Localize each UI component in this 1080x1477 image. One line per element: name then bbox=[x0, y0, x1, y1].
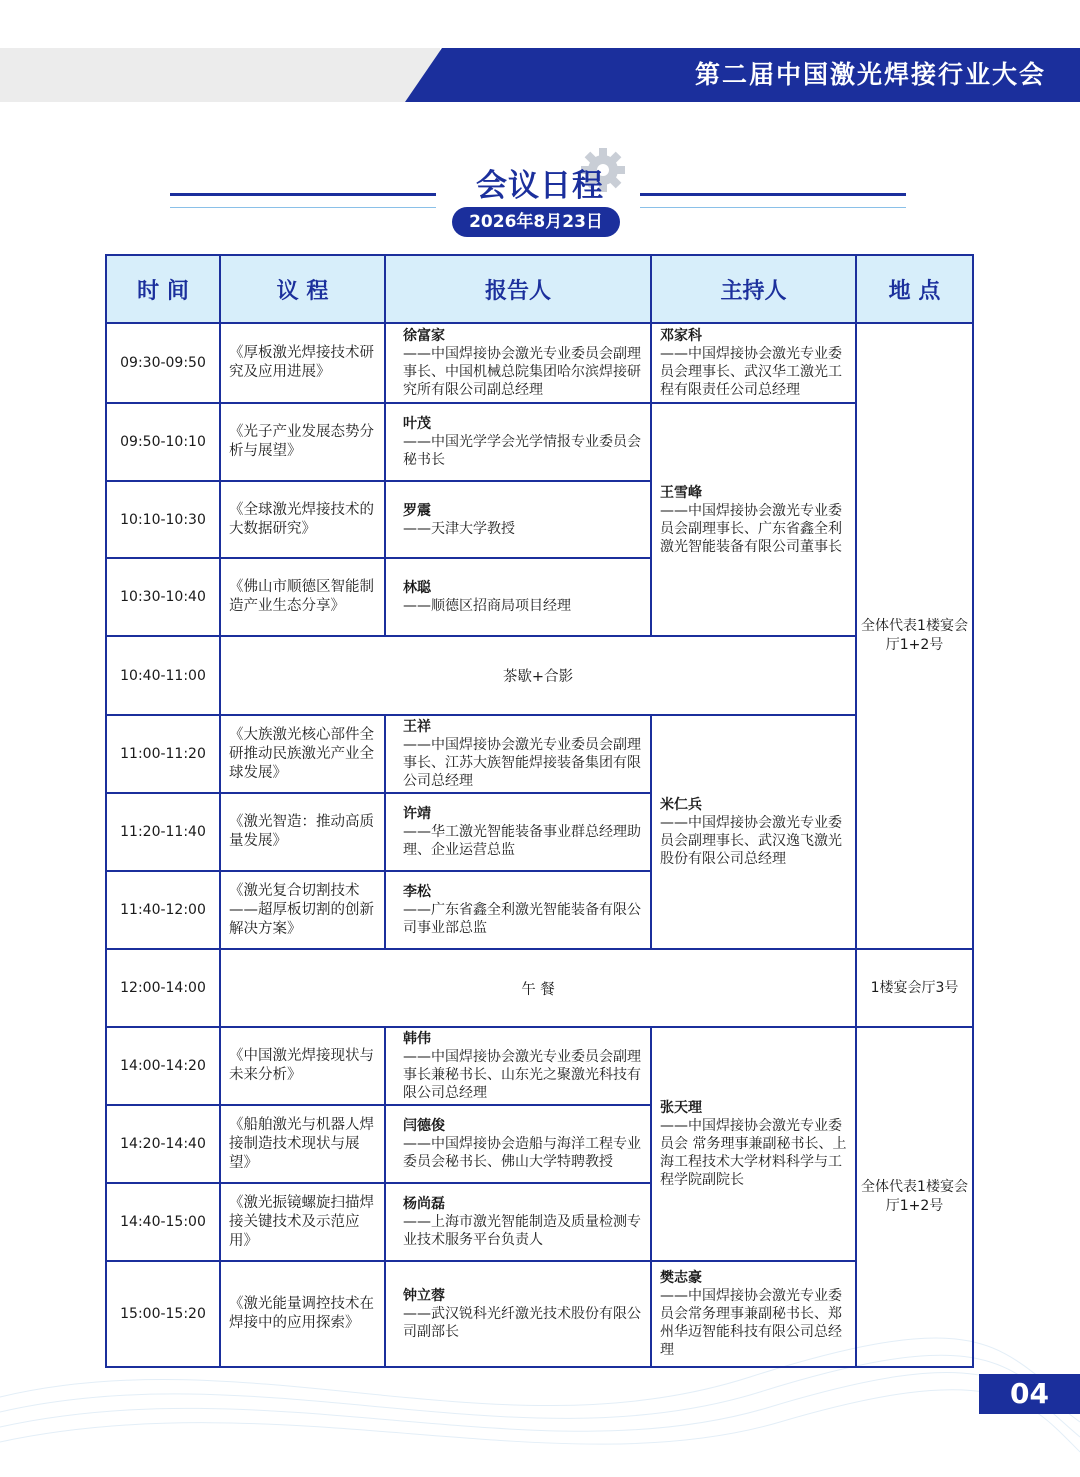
speaker-role: ——天津大学教授 bbox=[403, 520, 515, 537]
host-role: ——中国焊接协会激光专业委员会副理事长、广东省鑫全利激光智能装备有限公司董事长 bbox=[660, 502, 842, 555]
host-role: ——中国焊接协会激光专业委员会 常务理事兼副秘书长、上海工程技术大学材料科学与工程学院副院长 bbox=[660, 1118, 847, 1188]
table-header-row bbox=[106, 255, 973, 323]
schedule-title: 会议日程 bbox=[476, 168, 604, 204]
speaker-name: 林聪 bbox=[403, 580, 431, 596]
title-divider-right bbox=[640, 193, 906, 196]
venue-cell: 全体代表1楼宴会厅1+2号 bbox=[856, 1027, 973, 1367]
time-cell: 10:10-10:30 bbox=[106, 481, 220, 558]
column-header-venue: 地 点 bbox=[856, 255, 973, 323]
speaker-name: 王祥 bbox=[403, 719, 431, 735]
speaker-role: ——中国焊接协会激光专业委员会副理事长、江苏大族智能焊接装备集团有限公司总经理 bbox=[403, 737, 641, 789]
host-name: 张天理 bbox=[660, 1100, 702, 1116]
host-role: ——中国焊接协会激光专业委员会常务理事兼副秘书长、郑州华迈智能科技有限公司总经理 bbox=[660, 1288, 842, 1358]
title-divider-right-thin bbox=[640, 207, 906, 208]
time-cell: 11:00-11:20 bbox=[106, 715, 220, 793]
host-cell bbox=[651, 403, 856, 636]
speaker-role: ——中国焊接协会激光专业委员会副理事长兼秘书长、山东光之聚激光科技有限公司总经理 bbox=[403, 1049, 641, 1101]
speaker-role: ——华工激光智能装备事业群总经理助理、企业运营总监 bbox=[403, 824, 641, 858]
speaker-role: ——中国焊接协会造船与海洋工程专业委员会秘书长、佛山大学特聘教授 bbox=[403, 1136, 641, 1170]
host-role: ——中国焊接协会激光专业委员会理事长、武汉华工激光工程有限责任公司总经理 bbox=[660, 346, 842, 398]
topic-cell: 《激光智造：推动高质量发展》 bbox=[220, 793, 385, 871]
speaker-name: 徐富家 bbox=[403, 328, 445, 344]
table-row bbox=[106, 949, 973, 1027]
speaker-name: 罗震 bbox=[403, 502, 431, 519]
host-cell bbox=[651, 715, 856, 949]
speaker-role: ——武汉锐科光纤激光技术股份有限公司副部长 bbox=[403, 1306, 641, 1340]
host-cell bbox=[651, 323, 856, 403]
table-row bbox=[106, 403, 973, 481]
time-cell: 09:50-10:10 bbox=[106, 403, 220, 481]
speaker-cell bbox=[385, 1183, 651, 1261]
title-divider-left bbox=[170, 193, 436, 196]
speaker-cell bbox=[385, 481, 651, 558]
table-row bbox=[106, 1027, 973, 1105]
time-cell: 12:00-14:00 bbox=[106, 949, 220, 1027]
title-divider-left-thin bbox=[170, 207, 436, 208]
speaker-name: 杨尚磊 bbox=[403, 1196, 445, 1212]
speaker-cell bbox=[385, 1027, 651, 1105]
table-row bbox=[106, 636, 973, 715]
column-header-speaker: 报告人 bbox=[385, 255, 651, 323]
speaker-cell bbox=[385, 323, 651, 403]
column-header-time: 时 间 bbox=[106, 255, 220, 323]
speaker-role: ——广东省鑫全利激光智能装备有限公司事业部总监 bbox=[403, 902, 641, 936]
speaker-name: 钟立蓉 bbox=[403, 1288, 445, 1304]
speaker-role: ——上海市激光智能制造及质量检测专业技术服务平台负责人 bbox=[403, 1214, 641, 1248]
schedule-table bbox=[105, 254, 974, 1368]
schedule-date: 2026年8月23日 bbox=[452, 207, 620, 237]
speaker-role: ——顺德区招商局项目经理 bbox=[403, 598, 571, 614]
table-row bbox=[106, 1261, 973, 1367]
topic-cell: 《中国激光焊接现状与未来分析》 bbox=[220, 1027, 385, 1105]
event-title: 第二届中国激光焊接行业大会 bbox=[694, 60, 1046, 89]
column-header-host: 主持人 bbox=[651, 255, 856, 323]
topic-cell: 《激光振镜螺旋扫描焊接关键技术及示范应用》 bbox=[220, 1183, 385, 1261]
break-cell: 茶歇+合影 bbox=[220, 636, 856, 715]
time-cell: 10:30-10:40 bbox=[106, 558, 220, 636]
time-cell: 09:30-09:50 bbox=[106, 323, 220, 403]
host-cell bbox=[651, 1261, 856, 1367]
page-number: 04 bbox=[979, 1374, 1080, 1414]
speaker-cell bbox=[385, 1105, 651, 1183]
speaker-name: 叶茂 bbox=[403, 416, 431, 432]
host-name: 樊志豪 bbox=[660, 1270, 702, 1286]
speaker-role: ——中国焊接协会激光专业委员会副理事长、中国机械总院集团哈尔滨焊接研究所有限公司副总经理 bbox=[403, 346, 641, 398]
topic-cell: 《船舶激光与机器人焊接制造技术现状与展望》 bbox=[220, 1105, 385, 1183]
topic-cell: 《光子产业发展态势分析与展望》 bbox=[220, 403, 385, 481]
host-name: 王雪峰 bbox=[660, 484, 702, 501]
host-name: 邓家科 bbox=[660, 328, 702, 344]
speaker-cell bbox=[385, 403, 651, 481]
speaker-cell bbox=[385, 558, 651, 636]
time-cell: 14:00-14:20 bbox=[106, 1027, 220, 1105]
time-cell: 11:40-12:00 bbox=[106, 871, 220, 949]
speaker-name: 韩伟 bbox=[403, 1031, 431, 1047]
topic-cell: 《激光复合切割技术——超厚板切割的创新解决方案》 bbox=[220, 871, 385, 949]
host-cell bbox=[651, 1027, 856, 1261]
time-cell: 14:20-14:40 bbox=[106, 1105, 220, 1183]
table-row bbox=[106, 323, 973, 403]
speaker-cell bbox=[385, 793, 651, 871]
topic-cell: 《佛山市顺德区智能制造产业生态分享》 bbox=[220, 558, 385, 636]
venue-cell: 全体代表1楼宴会厅1+2号 bbox=[856, 323, 973, 949]
topic-cell: 《厚板激光焊接技术研究及应用进展》 bbox=[220, 323, 385, 403]
break-cell: 午 餐 bbox=[220, 949, 856, 1027]
speaker-cell bbox=[385, 1261, 651, 1367]
speaker-name: 闫德俊 bbox=[403, 1118, 445, 1134]
speaker-role: ——中国光学学会光学情报专业委员会秘书长 bbox=[403, 434, 641, 468]
host-role: ——中国焊接协会激光专业委员会副理事长、武汉逸飞激光股份有限公司总经理 bbox=[660, 815, 842, 867]
speaker-name: 许靖 bbox=[403, 806, 431, 822]
speaker-cell bbox=[385, 715, 651, 793]
time-cell: 14:40-15:00 bbox=[106, 1183, 220, 1261]
time-cell: 11:20-11:40 bbox=[106, 793, 220, 871]
header-banner-grey bbox=[0, 48, 440, 102]
speaker-cell bbox=[385, 871, 651, 949]
time-cell: 15:00-15:20 bbox=[106, 1261, 220, 1367]
speaker-name: 李松 bbox=[403, 884, 431, 900]
topic-cell: 《大族激光核心部件全研推动民族激光产业全球发展》 bbox=[220, 715, 385, 793]
column-header-topic: 议 程 bbox=[220, 255, 385, 323]
time-cell: 10:40-11:00 bbox=[106, 636, 220, 715]
host-name: 米仁兵 bbox=[660, 797, 702, 813]
table-row bbox=[106, 715, 973, 793]
topic-cell: 《全球激光焊接技术的大数据研究》 bbox=[220, 481, 385, 558]
venue-cell: 1楼宴会厅3号 bbox=[856, 949, 973, 1027]
topic-cell: 《激光能量调控技术在焊接中的应用探索》 bbox=[220, 1261, 385, 1367]
